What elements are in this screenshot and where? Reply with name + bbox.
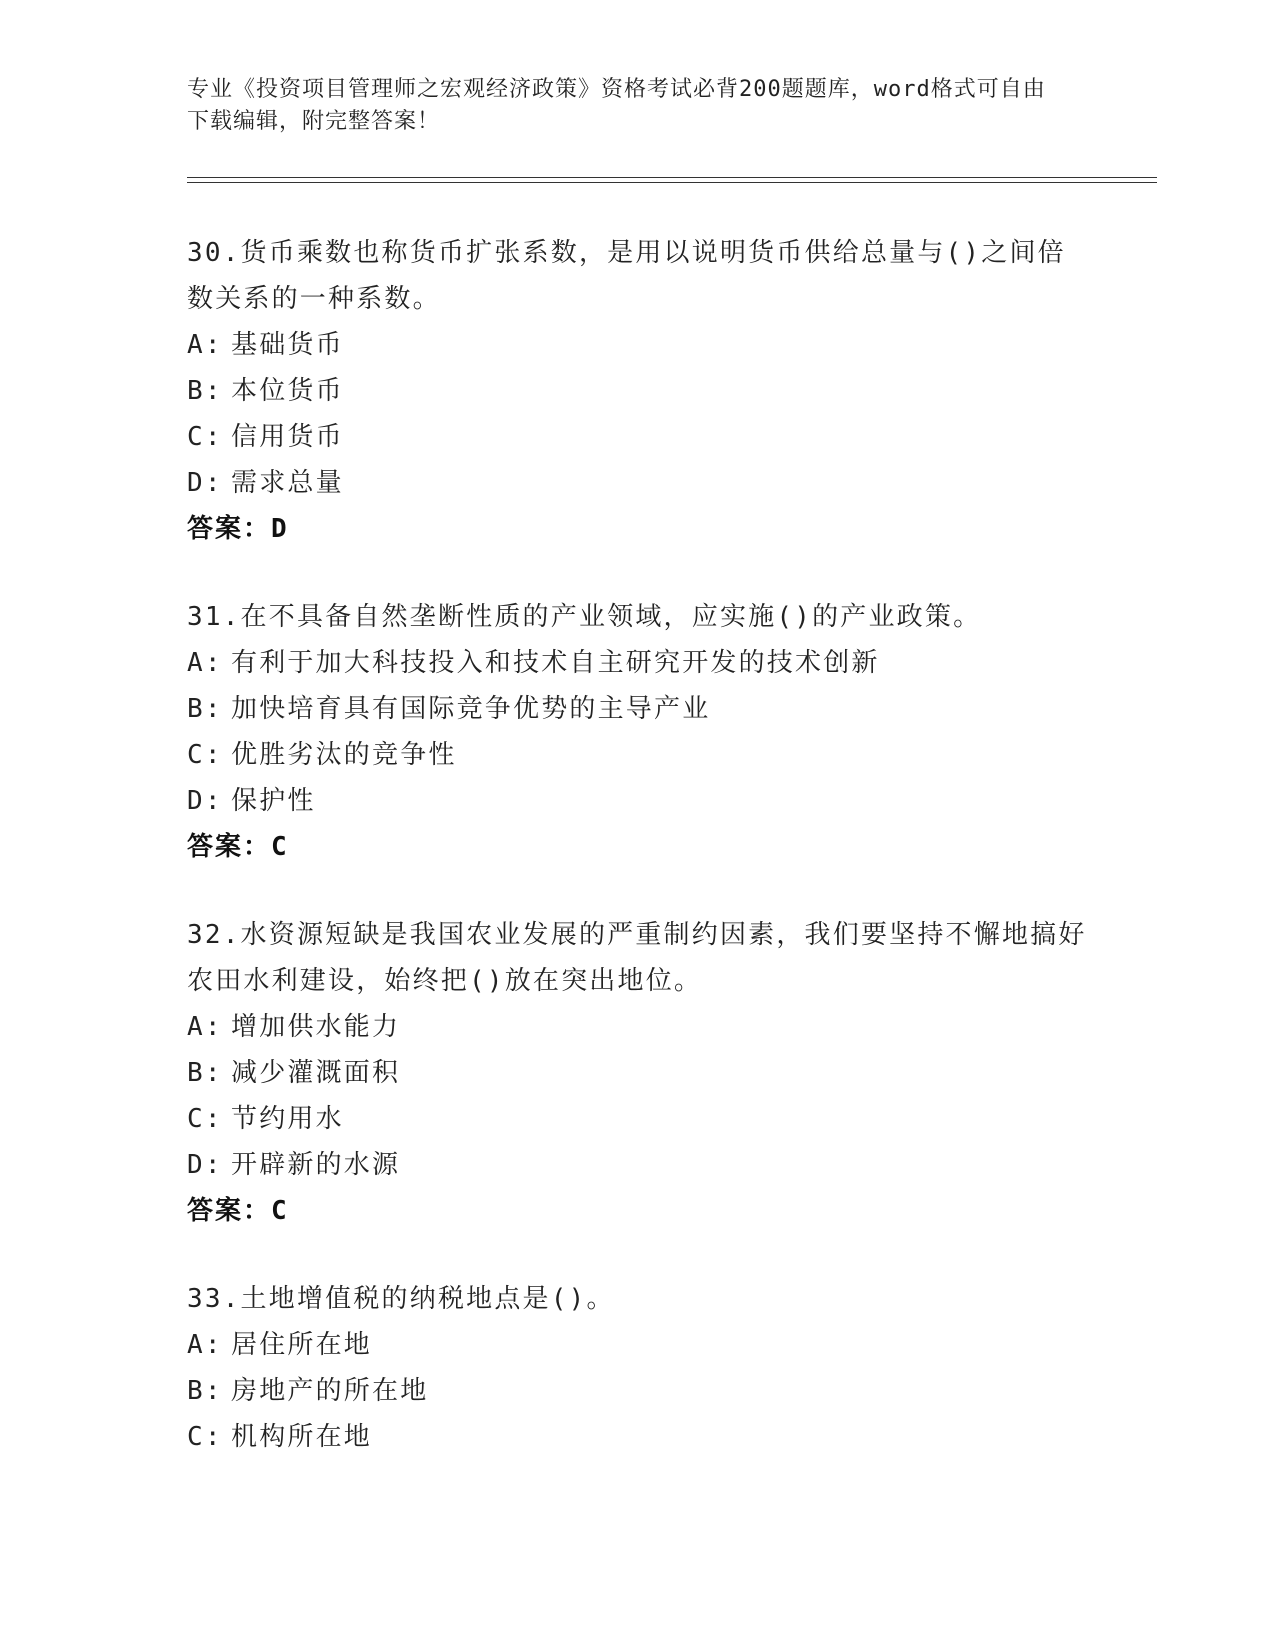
option-a [187, 640, 1087, 686]
option-text: 减少灌溉面积 [231, 1058, 401, 1088]
option-b [187, 1368, 1087, 1414]
option-letter: D: [187, 1150, 223, 1180]
answer-line: 答案：D [187, 514, 289, 544]
option-b [187, 1050, 1087, 1096]
option-letter: A: [187, 648, 223, 678]
option-text: 信用货币 [231, 422, 344, 452]
question-stem: 32.水资源短缺是我国农业发展的严重制约因素，我们要坚持不懈地搞好农田水利建设，始终把()放在突出地位。 [187, 920, 1087, 996]
option-text: 增加供水能力 [231, 1012, 401, 1042]
option-text: 节约用水 [231, 1104, 344, 1134]
option-b [187, 368, 1087, 414]
option-letter: A: [187, 330, 223, 360]
option-c [187, 732, 1087, 778]
option-text: 机构所在地 [231, 1422, 373, 1452]
option-d [187, 1142, 1087, 1188]
option-text: 优胜劣汰的竞争性 [231, 740, 457, 770]
question-stem: 31.在不具备自然垄断性质的产业领域，应实施()的产业政策。 [187, 602, 982, 632]
option-a [187, 322, 1087, 368]
question-item [187, 912, 1087, 1234]
option-letter: C: [187, 740, 223, 770]
header-rule-top [187, 177, 1157, 178]
option-text: 居住所在地 [231, 1330, 373, 1360]
option-letter: A: [187, 1330, 223, 1360]
option-letter: A: [187, 1012, 223, 1042]
option-c [187, 1414, 1087, 1460]
question-stem: 33.土地增值税的纳税地点是()。 [187, 1284, 615, 1314]
option-text: 有利于加大科技投入和技术自主研究开发的技术创新 [231, 648, 880, 678]
option-a [187, 1004, 1087, 1050]
option-text: 保护性 [231, 786, 316, 816]
document-header: 专业《投资项目管理师之宏观经济政策》资格考试必背200题题库，word格式可自由下载编辑，附完整答案！ [187, 77, 1046, 134]
answer-line: 答案：C [187, 1196, 289, 1226]
option-letter: C: [187, 1422, 223, 1452]
option-a [187, 1322, 1087, 1368]
option-text: 房地产的所在地 [231, 1376, 429, 1406]
option-b [187, 686, 1087, 732]
option-c [187, 414, 1087, 460]
option-letter: C: [187, 1104, 223, 1134]
question-item [187, 1276, 1087, 1460]
option-letter: B: [187, 1058, 223, 1088]
option-d [187, 778, 1087, 824]
option-letter: B: [187, 1376, 223, 1406]
option-letter: D: [187, 786, 223, 816]
option-text: 开辟新的水源 [231, 1150, 401, 1180]
option-c [187, 1096, 1087, 1142]
question-stem: 30.货币乘数也称货币扩张系数，是用以说明货币供给总量与()之间倍数关系的一种系数。 [187, 238, 1066, 314]
option-letter: D: [187, 468, 223, 498]
option-text: 加快培育具有国际竞争优势的主导产业 [231, 694, 711, 724]
option-text: 基础货币 [231, 330, 344, 360]
answer-line: 答案：C [187, 832, 289, 862]
question-item [187, 594, 1087, 870]
option-letter: B: [187, 694, 223, 724]
option-text: 需求总量 [231, 468, 344, 498]
option-text: 本位货币 [231, 376, 344, 406]
question-list [187, 230, 1087, 1502]
question-item [187, 230, 1087, 552]
option-letter: B: [187, 376, 223, 406]
option-d [187, 460, 1087, 506]
header-rule-bottom [187, 182, 1157, 183]
option-letter: C: [187, 422, 223, 452]
